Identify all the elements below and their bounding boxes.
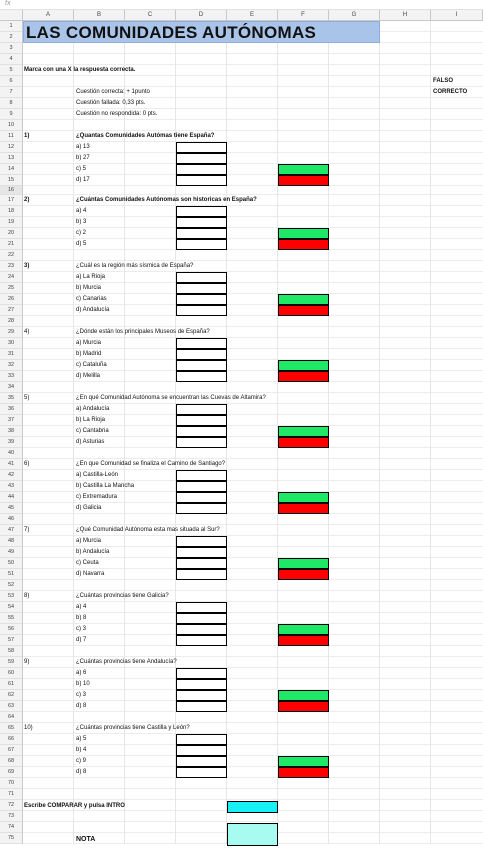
row-gridline — [23, 216, 483, 217]
answer-mark-cell[interactable] — [176, 602, 227, 613]
answer-option[interactable]: b) 10 — [76, 681, 90, 687]
row-header[interactable]: 50 — [0, 558, 23, 569]
wrong-indicator — [278, 437, 329, 448]
question-text[interactable]: ¿En qué Comunidad Autónoma se encuentran las Cuevas de Altamira? — [76, 395, 266, 401]
row-header[interactable]: 41 — [0, 459, 23, 470]
answer-mark-cell[interactable] — [176, 426, 227, 437]
scoring-correct[interactable]: Cuestión correcta: + 1punto — [76, 89, 150, 95]
question-number[interactable]: 9) — [24, 659, 30, 665]
row-header[interactable]: 38 — [0, 426, 23, 437]
row-header[interactable]: 15 — [0, 175, 23, 186]
answer-option[interactable]: b) Madrid — [76, 351, 102, 357]
row-header[interactable]: 68 — [0, 756, 23, 767]
correct-indicator — [278, 164, 329, 175]
row-header[interactable]: 74 — [0, 822, 23, 833]
wrong-indicator — [278, 767, 329, 778]
answer-option[interactable]: a) Murcia — [76, 538, 102, 544]
answer-option[interactable]: d) Asturias — [76, 439, 105, 445]
column-header-b[interactable]: B — [74, 10, 125, 21]
answer-mark-cell[interactable] — [176, 503, 227, 514]
row-gridline — [23, 579, 483, 580]
answer-option[interactable]: a) Andalucía — [76, 406, 110, 412]
row-gridline — [23, 205, 483, 206]
row-gridline — [23, 238, 483, 239]
column-header-e[interactable]: E — [227, 10, 278, 21]
row-header[interactable]: 71 — [0, 789, 23, 800]
row-gridline — [23, 821, 483, 822]
row-gridline — [23, 546, 483, 547]
answer-mark-cell[interactable] — [176, 492, 227, 503]
answer-mark-cell[interactable] — [176, 164, 227, 175]
row-header[interactable]: 49 — [0, 547, 23, 558]
function-icon: fx — [5, 0, 11, 7]
answer-mark-cell[interactable] — [176, 272, 227, 283]
answer-option[interactable]: c) 9 — [76, 758, 87, 764]
answer-mark-cell[interactable] — [176, 283, 227, 294]
legend-correcto[interactable]: CORRECTO — [433, 89, 468, 95]
nota-label: NOTA — [76, 836, 96, 843]
row-header[interactable]: 21 — [0, 239, 23, 250]
row-gridline — [23, 678, 483, 679]
row-header[interactable]: 35 — [0, 393, 23, 404]
row-gridline — [23, 425, 483, 426]
row-gridline — [23, 667, 483, 668]
answer-mark-cell[interactable] — [176, 624, 227, 635]
scoring-unanswered[interactable]: Cuestión no respondida: 0 pts. — [76, 111, 158, 117]
row-header[interactable]: 44 — [0, 492, 23, 503]
answer-mark-cell[interactable] — [176, 668, 227, 679]
row-header[interactable]: 23 — [0, 261, 23, 272]
row-header[interactable]: 72 — [0, 800, 23, 811]
row-gridline — [23, 557, 483, 558]
correct-indicator — [278, 558, 329, 569]
answer-mark-cell[interactable] — [176, 206, 227, 217]
column-header-a[interactable]: A — [23, 10, 74, 21]
row-header[interactable]: 42 — [0, 470, 23, 481]
question-text[interactable]: ¿Qué Comunidad Autónoma esta mas situada al Sur? — [76, 527, 220, 533]
wrong-indicator — [278, 701, 329, 712]
compare-instruction[interactable]: Escribe COMPARAR y pulsa INTRO — [24, 803, 125, 809]
row-gridline — [23, 700, 483, 701]
row-header[interactable]: 24 — [0, 272, 23, 283]
answer-option[interactable]: c) Canarias — [76, 296, 107, 302]
answer-option[interactable]: c) Cataluña — [76, 362, 107, 368]
row-gridline — [23, 656, 483, 657]
answer-mark-cell[interactable] — [176, 756, 227, 767]
row-header[interactable]: 28 — [0, 316, 23, 327]
row-gridline — [23, 612, 483, 613]
row-header[interactable]: 39 — [0, 437, 23, 448]
question-text[interactable]: ¿Cuántas provincias tiene Andalucía? — [76, 659, 177, 665]
row-header[interactable]: 48 — [0, 536, 23, 547]
row-gridline — [23, 304, 483, 305]
formula-bar[interactable] — [0, 0, 483, 10]
answer-option[interactable]: d) 8 — [76, 769, 87, 775]
row-header[interactable]: 45 — [0, 503, 23, 514]
row-gridline — [23, 645, 483, 646]
correct-indicator — [278, 360, 329, 371]
answer-option[interactable]: a) Murcia — [76, 340, 102, 346]
answer-option[interactable]: b) 4 — [76, 747, 87, 753]
row-header[interactable]: 31 — [0, 349, 23, 360]
answer-mark-cell[interactable] — [176, 437, 227, 448]
answer-option[interactable]: a) 4 — [76, 208, 87, 214]
row-header[interactable]: 14 — [0, 164, 23, 175]
row-gridline — [23, 755, 483, 756]
scoring-failed[interactable]: Cuestión fallada: 0,33 pts. — [76, 100, 146, 106]
row-header[interactable]: 34 — [0, 382, 23, 393]
row-header[interactable]: 7 — [0, 87, 23, 98]
answer-option[interactable]: a) Castilla-León — [76, 472, 119, 478]
question-number[interactable]: 3) — [24, 263, 30, 269]
row-header[interactable]: 27 — [0, 305, 23, 316]
answer-mark-cell[interactable] — [176, 239, 227, 250]
row-gridline — [23, 152, 483, 153]
answer-option[interactable]: d) 7 — [76, 637, 87, 643]
answer-mark-cell[interactable] — [176, 679, 227, 690]
answer-option[interactable]: c) Extremadura — [76, 494, 118, 500]
compare-input-cell[interactable] — [227, 801, 278, 813]
answer-option[interactable]: b) Andalucía — [76, 549, 110, 555]
row-header[interactable]: 65 — [0, 723, 23, 734]
row-gridline — [23, 568, 483, 569]
row-header[interactable]: 32 — [0, 360, 23, 371]
row-gridline — [23, 744, 483, 745]
answer-option[interactable]: c) Ceuta — [76, 560, 99, 566]
row-header[interactable]: 6 — [0, 76, 23, 87]
answer-mark-cell[interactable] — [176, 536, 227, 547]
answer-mark-cell[interactable] — [176, 701, 227, 712]
correct-indicator — [278, 492, 329, 503]
row-gridline — [23, 469, 483, 470]
row-header[interactable]: 62 — [0, 690, 23, 701]
row-gridline — [23, 163, 483, 164]
row-gridline — [23, 458, 483, 459]
question-text[interactable]: ¿Quantas Comunidades Autómas tiene España? — [76, 133, 215, 139]
question-number[interactable]: 4) — [24, 329, 30, 335]
row-header[interactable]: 25 — [0, 283, 23, 294]
row-header[interactable]: 75 — [0, 833, 23, 844]
row-header[interactable]: 66 — [0, 734, 23, 745]
question-text[interactable]: ¿En que Comunidad se finaliza el Camino de Santiago? — [76, 461, 226, 467]
answer-mark-cell[interactable] — [176, 305, 227, 316]
sheet-title[interactable]: LAS COMUNIDADES AUTÓNOMAS — [23, 21, 380, 43]
row-header[interactable]: 64 — [0, 712, 23, 723]
row-header[interactable]: 30 — [0, 338, 23, 349]
wrong-indicator — [278, 175, 329, 186]
answer-mark-cell[interactable] — [176, 217, 227, 228]
answer-option[interactable]: d) Melilla — [76, 373, 101, 379]
answer-option[interactable]: a) 5 — [76, 736, 87, 742]
answer-option[interactable]: b) Castilla La Mancha — [76, 483, 135, 489]
row-gridline — [23, 370, 483, 371]
legend-falso[interactable]: FALSO — [433, 78, 454, 84]
wrong-indicator — [278, 503, 329, 514]
answer-mark-cell[interactable] — [176, 569, 227, 580]
question-text[interactable]: ¿Cuántas Comunidades Autónomas son historicas en España? — [76, 197, 257, 203]
row-header[interactable]: 37 — [0, 415, 23, 426]
answer-option[interactable]: a) 13 — [76, 144, 90, 150]
answer-option[interactable]: b) 8 — [76, 615, 87, 621]
row-gridline — [23, 414, 483, 415]
answer-option[interactable]: b) 3 — [76, 219, 87, 225]
row-header[interactable]: 22 — [0, 250, 23, 261]
correct-indicator — [278, 756, 329, 767]
answer-option[interactable]: a) 6 — [76, 670, 87, 676]
answer-mark-cell[interactable] — [176, 404, 227, 415]
row-header[interactable]: 29 — [0, 327, 23, 338]
row-gridline — [23, 447, 483, 448]
row-header[interactable]: 54 — [0, 602, 23, 613]
row-gridline — [23, 141, 483, 142]
row-header[interactable]: 13 — [0, 153, 23, 164]
row-header[interactable]: 46 — [0, 514, 23, 525]
row-header[interactable]: 69 — [0, 767, 23, 778]
answer-option[interactable]: c) 3 — [76, 692, 87, 698]
row-gridline — [23, 601, 483, 602]
row-gridline — [23, 108, 483, 109]
row-header[interactable]: 11 — [0, 131, 23, 142]
answer-mark-cell[interactable] — [176, 228, 227, 239]
row-gridline — [23, 733, 483, 734]
row-gridline — [23, 722, 483, 723]
column-header-c[interactable]: C — [125, 10, 176, 21]
answer-option[interactable]: a) 4 — [76, 604, 87, 610]
answer-mark-cell[interactable] — [176, 481, 227, 492]
wrong-indicator — [278, 635, 329, 646]
answer-mark-cell[interactable] — [176, 153, 227, 164]
row-header[interactable]: 73 — [0, 811, 23, 822]
row-gridline — [23, 293, 483, 294]
row-gridline — [23, 86, 483, 87]
row-gridline — [23, 777, 483, 778]
answer-option[interactable]: b) 27 — [76, 155, 90, 161]
row-header[interactable]: 2 — [0, 32, 23, 43]
row-gridline — [23, 130, 483, 131]
row-gridline — [23, 689, 483, 690]
row-header[interactable]: 8 — [0, 98, 23, 109]
question-text[interactable]: ¿Cuántas provincias tiene Castilla y León? — [76, 725, 190, 731]
row-gridline — [23, 502, 483, 503]
column-gridline — [430, 21, 431, 844]
answer-mark-cell[interactable] — [176, 175, 227, 186]
instructions-heading[interactable]: Marca con una X la respuesta correcta. — [24, 67, 136, 73]
row-header[interactable]: 5 — [0, 65, 23, 76]
correct-indicator — [278, 690, 329, 701]
row-header[interactable]: 10 — [0, 120, 23, 131]
row-gridline — [23, 227, 483, 228]
row-header[interactable]: 12 — [0, 142, 23, 153]
row-gridline — [23, 634, 483, 635]
correct-indicator — [278, 426, 329, 437]
column-header-d[interactable]: D — [176, 10, 227, 21]
row-gridline — [23, 348, 483, 349]
row-gridline — [23, 711, 483, 712]
column-header-f[interactable]: F — [278, 10, 329, 21]
row-gridline — [23, 491, 483, 492]
row-gridline — [23, 766, 483, 767]
question-text[interactable]: ¿Dónde están los principales Museos de España? — [76, 329, 210, 335]
wrong-indicator — [278, 569, 329, 580]
row-header[interactable]: 43 — [0, 481, 23, 492]
row-gridline — [23, 788, 483, 789]
row-gridline — [23, 623, 483, 624]
row-gridline — [23, 75, 483, 76]
row-header[interactable]: 17 — [0, 195, 23, 206]
question-number[interactable]: 5) — [24, 395, 30, 401]
question-text[interactable]: ¿Cuál es la región más sísmica de España? — [76, 263, 194, 269]
answer-mark-cell[interactable] — [176, 415, 227, 426]
row-header[interactable]: 20 — [0, 228, 23, 239]
row-header[interactable]: 1 — [0, 21, 23, 32]
select-all-corner[interactable] — [0, 10, 23, 21]
row-header[interactable]: 59 — [0, 657, 23, 668]
row-header[interactable]: 53 — [0, 591, 23, 602]
question-number[interactable]: 1) — [24, 133, 30, 139]
row-gridline — [23, 535, 483, 536]
row-header[interactable]: 58 — [0, 646, 23, 657]
answer-option[interactable]: c) 3 — [76, 626, 87, 632]
row-gridline — [23, 249, 483, 250]
row-gridline — [23, 119, 483, 120]
answer-option[interactable]: d) 17 — [76, 177, 90, 183]
row-gridline — [23, 381, 483, 382]
row-gridline — [23, 590, 483, 591]
answer-option[interactable]: b) La Rioja — [76, 417, 106, 423]
row-header[interactable]: 26 — [0, 294, 23, 305]
answer-mark-cell[interactable] — [176, 470, 227, 481]
row-gridline — [23, 64, 483, 65]
answer-mark-cell[interactable] — [176, 360, 227, 371]
answer-option[interactable]: c) 2 — [76, 230, 87, 236]
answer-option[interactable]: d) 5 — [76, 241, 87, 247]
row-header[interactable]: 61 — [0, 679, 23, 690]
question-number[interactable]: 2) — [24, 197, 30, 203]
correct-indicator — [278, 228, 329, 239]
answer-mark-cell[interactable] — [176, 349, 227, 360]
row-header[interactable]: 57 — [0, 635, 23, 646]
question-text[interactable]: ¿Cuántas provincias tiene Galicia? — [76, 593, 169, 599]
answer-option[interactable]: d) Navarra — [76, 571, 105, 577]
row-gridline — [23, 359, 483, 360]
answer-option[interactable]: c) 5 — [76, 166, 87, 172]
row-header[interactable]: 52 — [0, 580, 23, 591]
answer-mark-cell[interactable] — [176, 745, 227, 756]
row-header[interactable]: 4 — [0, 54, 23, 65]
row-header[interactable]: 67 — [0, 745, 23, 756]
column-gridline — [73, 21, 74, 844]
row-gridline — [23, 392, 483, 393]
row-gridline — [23, 337, 483, 338]
row-header[interactable]: 33 — [0, 371, 23, 382]
row-gridline — [23, 194, 483, 195]
answer-mark-cell[interactable] — [176, 635, 227, 646]
answer-mark-cell[interactable] — [176, 547, 227, 558]
row-gridline — [23, 403, 483, 404]
answer-mark-cell[interactable] — [176, 558, 227, 569]
row-gridline — [23, 185, 483, 186]
answer-option[interactable]: d) Galicia — [76, 505, 102, 511]
row-gridline — [23, 524, 483, 525]
answer-mark-cell[interactable] — [176, 734, 227, 745]
answer-mark-cell[interactable] — [176, 142, 227, 153]
row-header[interactable]: 3 — [0, 43, 23, 54]
column-gridline — [124, 21, 125, 844]
answer-mark-cell[interactable] — [176, 294, 227, 305]
question-number[interactable]: 6) — [24, 461, 30, 467]
wrong-indicator — [278, 305, 329, 316]
row-header[interactable]: 55 — [0, 613, 23, 624]
row-header[interactable]: 40 — [0, 448, 23, 459]
correct-indicator — [278, 294, 329, 305]
answer-option[interactable]: c) Cantabria — [76, 428, 109, 434]
row-gridline — [23, 282, 483, 283]
row-gridline — [23, 480, 483, 481]
row-gridline — [23, 326, 483, 327]
question-number[interactable]: 8) — [24, 593, 30, 599]
row-header[interactable]: 18 — [0, 206, 23, 217]
answer-option[interactable]: a) La Rioja — [76, 274, 106, 280]
row-gridline — [23, 799, 483, 800]
answer-mark-cell[interactable] — [176, 767, 227, 778]
row-gridline — [23, 53, 483, 54]
row-gridline — [23, 174, 483, 175]
row-gridline — [23, 97, 483, 98]
row-header[interactable]: 9 — [0, 109, 23, 120]
row-header[interactable]: 63 — [0, 701, 23, 712]
answer-mark-cell[interactable] — [176, 371, 227, 382]
column-header-h[interactable]: H — [380, 10, 431, 21]
wrong-indicator — [278, 371, 329, 382]
row-header[interactable]: 19 — [0, 217, 23, 228]
question-number[interactable]: 10) — [24, 725, 33, 731]
row-header[interactable]: 60 — [0, 668, 23, 679]
nota-result-cell[interactable] — [227, 823, 278, 846]
row-gridline — [23, 260, 483, 261]
row-gridline — [23, 271, 483, 272]
row-gridline — [23, 315, 483, 316]
column-header-i[interactable]: I — [431, 10, 483, 21]
row-gridline — [23, 436, 483, 437]
row-header[interactable]: 16 — [0, 186, 23, 195]
column-header-g[interactable]: G — [329, 10, 380, 21]
answer-mark-cell[interactable] — [176, 613, 227, 624]
answer-option[interactable]: b) Murcia — [76, 285, 102, 291]
answer-option[interactable]: d) 8 — [76, 703, 87, 709]
answer-mark-cell[interactable] — [176, 690, 227, 701]
row-header[interactable]: 36 — [0, 404, 23, 415]
row-header[interactable]: 56 — [0, 624, 23, 635]
row-header[interactable]: 70 — [0, 778, 23, 789]
row-header[interactable]: 47 — [0, 525, 23, 536]
wrong-indicator — [278, 239, 329, 250]
answer-option[interactable]: d) Andalucía — [76, 307, 110, 313]
row-header[interactable]: 51 — [0, 569, 23, 580]
column-gridline — [379, 21, 380, 844]
question-number[interactable]: 7) — [24, 527, 30, 533]
answer-mark-cell[interactable] — [176, 338, 227, 349]
row-gridline — [23, 513, 483, 514]
correct-indicator — [278, 624, 329, 635]
